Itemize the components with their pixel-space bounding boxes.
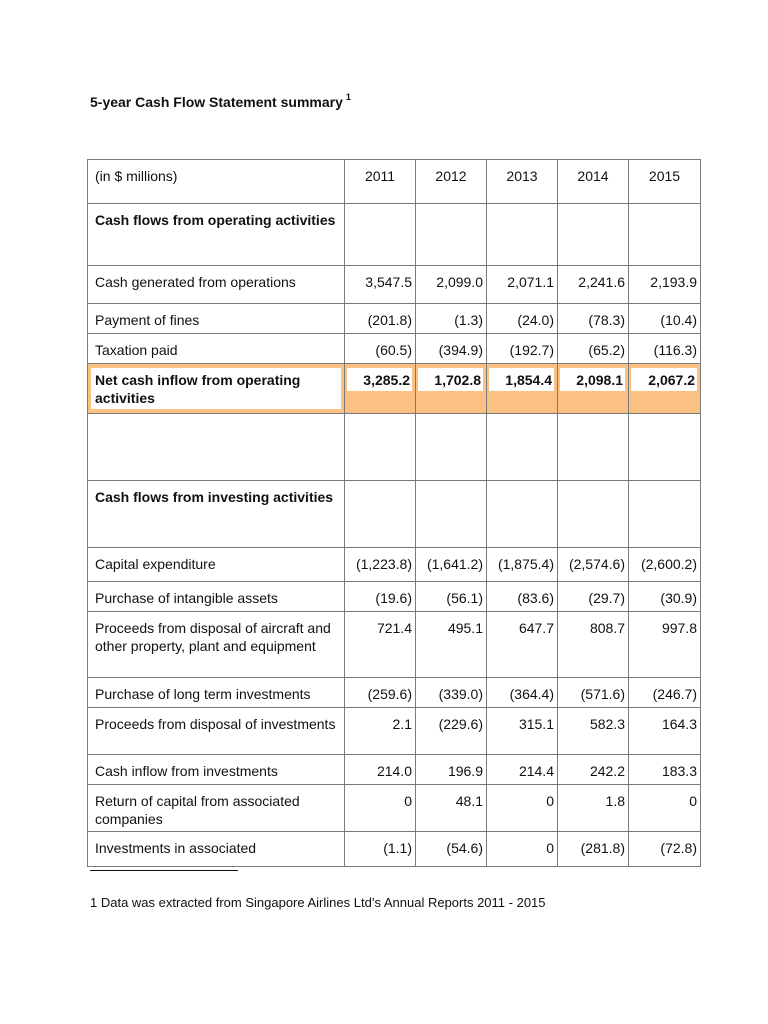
cell-value: (339.0) <box>416 678 487 708</box>
row-label: Proceeds from disposal of investments <box>88 708 345 755</box>
row-label: Cash inflow from investments <box>88 755 345 785</box>
cell-value: (19.6) <box>345 582 416 612</box>
cell-value: 2,071.1 <box>487 266 558 304</box>
cell-value: 48.1 <box>416 785 487 832</box>
cell-value-cell <box>416 364 487 414</box>
cell-value: 808.7 <box>558 612 629 678</box>
cell-value: 242.2 <box>558 755 629 785</box>
cell-value: 2,241.6 <box>558 266 629 304</box>
footnote-divider <box>90 870 238 871</box>
header-year: 2011 <box>345 160 416 204</box>
header-year: 2013 <box>487 160 558 204</box>
table-row <box>88 755 701 785</box>
cell-value-cell <box>345 364 416 414</box>
row-label-cell <box>88 364 345 414</box>
cell-value: (54.6) <box>416 832 487 867</box>
cell-value: 721.4 <box>345 612 416 678</box>
row-label: Taxation paid <box>88 334 345 364</box>
row-label: Purchase of intangible assets <box>88 582 345 612</box>
cell-value: (281.8) <box>558 832 629 867</box>
cell-value: 1,854.4 <box>489 368 554 391</box>
row-label: Investments in associated <box>88 832 345 867</box>
cell-value: (192.7) <box>487 334 558 364</box>
cell-value: (394.9) <box>416 334 487 364</box>
table-row <box>88 785 701 832</box>
cell-value: (30.9) <box>629 582 701 612</box>
cell-value: (571.6) <box>558 678 629 708</box>
cell-value: 315.1 <box>487 708 558 755</box>
empty-row <box>88 414 701 481</box>
cell-value: 2,067.2 <box>631 368 697 391</box>
row-label: Payment of fines <box>88 304 345 334</box>
cell-value: 183.3 <box>629 755 701 785</box>
cash-flow-table <box>87 159 701 867</box>
cell-value: (1,223.8) <box>345 548 416 582</box>
cell-value-cell <box>558 364 629 414</box>
cell-value: 2.1 <box>345 708 416 755</box>
cell-value: (229.6) <box>416 708 487 755</box>
cell-value-cell <box>629 364 701 414</box>
cell-value: 1.8 <box>558 785 629 832</box>
cell-value-cell <box>487 364 558 414</box>
cell-value: (72.8) <box>629 832 701 867</box>
cell-value: 2,099.0 <box>416 266 487 304</box>
cell-value: (60.5) <box>345 334 416 364</box>
cell-value: 0 <box>487 832 558 867</box>
cell-value: 3,547.5 <box>345 266 416 304</box>
cell-value: 582.3 <box>558 708 629 755</box>
cell-value: 0 <box>629 785 701 832</box>
cell-value: 647.7 <box>487 612 558 678</box>
table-header-row <box>88 160 701 204</box>
cell-value: (10.4) <box>629 304 701 334</box>
cell-value: (78.3) <box>558 304 629 334</box>
section-row-investing <box>88 481 701 548</box>
cell-value: (83.6) <box>487 582 558 612</box>
cell-value: 164.3 <box>629 708 701 755</box>
cell-value: (24.0) <box>487 304 558 334</box>
cell-value: 1,702.8 <box>418 368 483 391</box>
cell-value: (65.2) <box>558 334 629 364</box>
cell-value: 3,285.2 <box>347 368 412 391</box>
table-row <box>88 832 701 867</box>
row-label: Net cash inflow from operating activities <box>91 368 341 409</box>
cell-value: (56.1) <box>416 582 487 612</box>
cell-value: (2,600.2) <box>629 548 701 582</box>
table-row <box>88 266 701 304</box>
cell-value: (259.6) <box>345 678 416 708</box>
table-row-highlighted <box>88 364 701 414</box>
cell-value: 214.0 <box>345 755 416 785</box>
header-units: (in $ millions) <box>88 160 345 204</box>
row-label: Capital expenditure <box>88 548 345 582</box>
cell-value: (1,875.4) <box>487 548 558 582</box>
cell-value: (2,574.6) <box>558 548 629 582</box>
cell-value: 0 <box>345 785 416 832</box>
table-row <box>88 548 701 582</box>
table-row <box>88 334 701 364</box>
cell-value: 214.4 <box>487 755 558 785</box>
cell-value: (364.4) <box>487 678 558 708</box>
title-text: 5-year Cash Flow Statement summary <box>90 94 343 110</box>
cell-value: (29.7) <box>558 582 629 612</box>
header-year: 2014 <box>558 160 629 204</box>
cell-value: 495.1 <box>416 612 487 678</box>
header-year: 2015 <box>629 160 701 204</box>
table-row <box>88 708 701 755</box>
cell-value: 196.9 <box>416 755 487 785</box>
cell-value: (1.3) <box>416 304 487 334</box>
cell-value: 2,098.1 <box>560 368 625 391</box>
section-heading: Cash flows from investing activities <box>88 481 345 548</box>
document-title <box>90 94 351 110</box>
cell-value: 2,193.9 <box>629 266 701 304</box>
row-label: Cash generated from operations <box>88 266 345 304</box>
table-row <box>88 582 701 612</box>
cell-value: (1,641.2) <box>416 548 487 582</box>
table-row <box>88 304 701 334</box>
cell-value: (246.7) <box>629 678 701 708</box>
section-heading: Cash flows from operating activities <box>88 204 345 266</box>
table-row <box>88 678 701 708</box>
footnote-reference: 1 <box>345 92 351 102</box>
cell-value: (1.1) <box>345 832 416 867</box>
cell-value: 0 <box>487 785 558 832</box>
row-label: Purchase of long term investments <box>88 678 345 708</box>
footnote: 1 Data was extracted from Singapore Airlines Ltd’s Annual Reports 2011 - 2015 <box>90 895 546 910</box>
table-row <box>88 612 701 678</box>
cell-value: (116.3) <box>629 334 701 364</box>
cell-value: 997.8 <box>629 612 701 678</box>
header-year: 2012 <box>416 160 487 204</box>
cell-value: (201.8) <box>345 304 416 334</box>
section-row-operating <box>88 204 701 266</box>
row-label: Proceeds from disposal of aircraft and other property, plant and equipment <box>88 612 345 678</box>
row-label: Return of capital from associated companies <box>88 785 345 832</box>
